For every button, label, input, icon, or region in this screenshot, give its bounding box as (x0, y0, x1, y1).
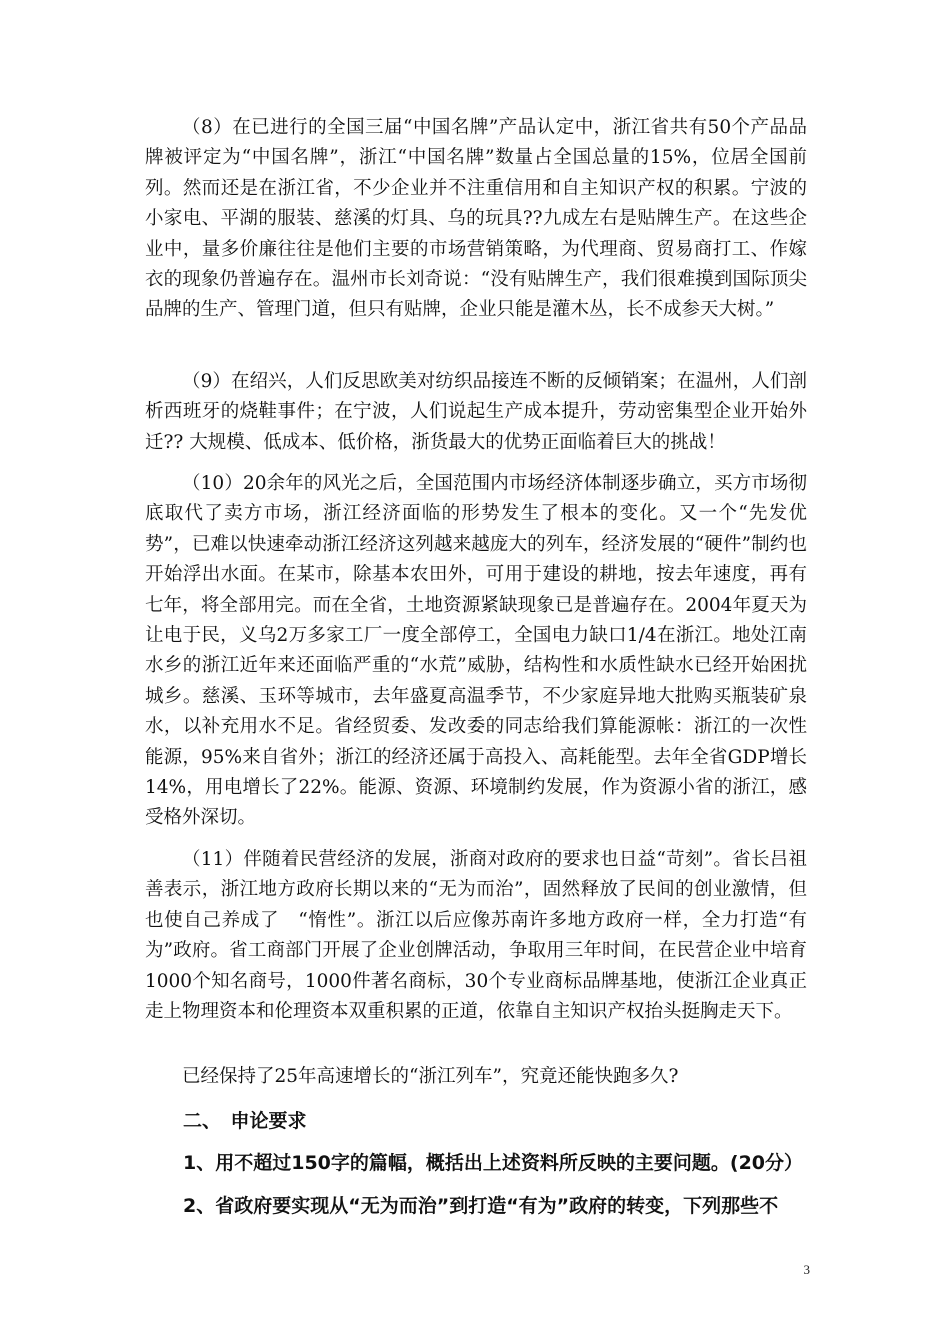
paragraph-9: （9）在绍兴，人们反思欧美对纺织品接连不断的反倾销案；在温州，人们剖析西班牙的烧鞋事件；在宁波，人们说起生产成本提升，劳动密集型企业开始外迁?? 大规模、低成本、低价格，浙货最大的优势正面临着巨大的挑战！ (145, 371, 807, 453)
page-number: 3 (803, 1262, 810, 1277)
paragraph-closing: 已经保持了25年高速增长的“浙江列车”，究竟还能快跑多久? (182, 1066, 679, 1087)
paragraph-8: （8）在已进行的全国三届“中国名牌”产品认定中，浙江省共有50个产品品牌被评定为“中国名牌”，浙江“中国名牌”数量占全国总量的15%，位居全国前列。然而还是在浙江省，不少企业并不注重信用和自主知识产权的积累。宁波的小家电、平湖的服装、慈溪的灯具、乌的玩具??九成左右是贴牌生产。在这些企业中，量多价廉往往是他们主要的市场营销策略，为代理商、贸易商打工、作嫁衣的现象仍普遍存在。温州市长刘奇说：“没有贴牌生产，我们很难摸到国际顶尖品牌的生产、管理门道，但只有贴牌，企业只能是灌木丛，长不成参天大树。” (145, 117, 807, 321)
section-heading: 二、 申论要求 (183, 1110, 307, 1132)
requirement-1: 1、用不超过150字的篇幅，概括出上述资料所反映的主要问题。(20分） (183, 1152, 804, 1174)
requirement-2: 2、省政府要实现从“无为而治”到打造“有为”政府的转变，下列那些不 (183, 1195, 779, 1217)
paragraph-10: （10）20余年的风光之后，全国范围内市场经济体制逐步确立，买方市场彻底取代了卖方市场，浙江经济面临的形势发生了根本的变化。又一个“先发优势”，已难以快速牵动浙江经济这列越来越庞大的列车，经济发展的“硬件”制约也开始浮出水面。在某市，除基本农田外，可用于建设的耕地，按去年速度，再有七年，将全部用完。而在全省，土地资源紧缺现象已是普遍存在。2004年夏天为让电于民，义乌2万多家工厂一度全部停工，全国电力缺口1/4在浙江。地处江南水乡的浙江近年来还面临严重的“水荒”威胁，结构性和水质性缺水已经开始困扰城乡。慈溪、玉环等城市，去年盛夏高温季节，不少家庭异地大批购买瓶装矿泉水，以补充用水不足。省经贸委、发改委的同志给我们算能源帐：浙江的一次性能源，95%来自省外；浙江的经济还属于高投入、高耗能型。去年全省GDP增长14%，用电增长了22%。能源、资源、环境制约发展，作为资源小省的浙江，感受格外深切。 (145, 473, 807, 829)
paragraph-11: （11）伴随着民营经济的发展，浙商对政府的要求也日益“苛刻”。省长吕祖善表示，浙江地方政府长期以来的“无为而治”，固然释放了民间的创业激情，但也使自己养成了 “惰性”。浙江以后应像苏南许多地方政府一样，全力打造“有为”政府。省工商部门开展了企业创牌活动，争取用三年时间，在民营企业中培育1000个知名商号，1000件著名商标，30个专业商标品牌基地，使浙江企业真正走上物理资本和伦理资本双重积累的正道，依靠自主知识产权抬头挺胸走天下。 (145, 849, 807, 1023)
